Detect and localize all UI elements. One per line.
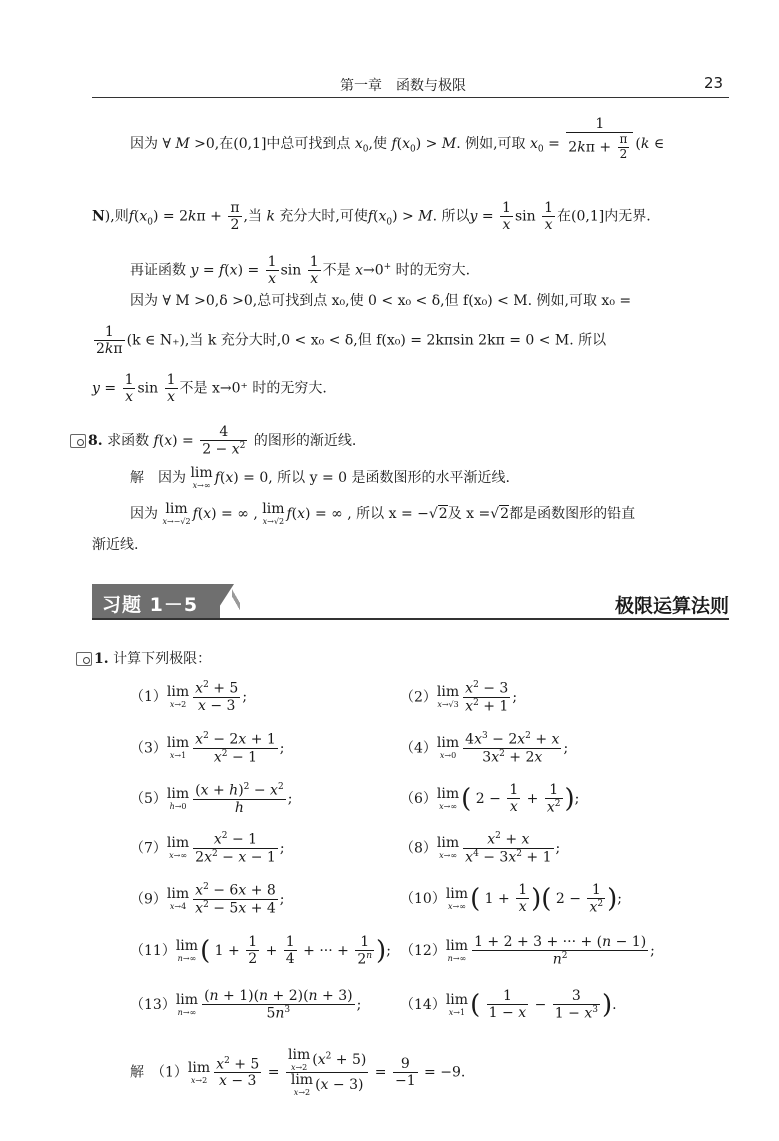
question-1: 1. 计算下列极限： bbox=[76, 652, 211, 666]
solution-line-1: 解 因为 lim x→∞ f(x) = 0, 所以 y = 0 是函数图形的水平渐近线. bbox=[130, 465, 510, 490]
exercise-icon bbox=[76, 652, 92, 666]
header-rule bbox=[92, 97, 729, 98]
problem-14: （14） lim x→1 ( $\frac{1}{1 - x}$ − $\frac{3}{1 - x^3}$ ). bbox=[400, 988, 617, 1022]
problem-10: （10） lim x→∞ ( 1 + $\frac{1}{x}$ )( 2 − $\frac{1}{x^2}$ ); bbox=[400, 882, 622, 916]
problem-9: （9） lim x→4 $\frac{x^2 - 6x + 8}{x^2 - 5x + 4}$ ; bbox=[130, 882, 285, 917]
section-banner bbox=[92, 584, 729, 620]
problem-5: （5） lim h→0 $\frac{(x + h)^2 - x^2}{h}$ ; bbox=[130, 782, 293, 816]
problem-12: （12） lim n→∞ $\frac{1 + 2 + 3 + \cdot\cdot\cdot + (n - 1)}{n^2}$ ; bbox=[400, 934, 655, 968]
exercise-set-label: 习题 1－5 bbox=[102, 594, 199, 616]
answer-1: 解 （1） lim x→2 $\frac{x^2 + 5}{x - 3}$ = lim x→2 $(x^2 + 5)$ lim x→2 (x − 3) = $\frac{9}{-1}$ = −9. bbox=[130, 1047, 466, 1097]
running-header-title: 第一章 函数与极限 bbox=[340, 78, 466, 94]
page-number: 23 bbox=[704, 74, 724, 92]
solution-line-3: 渐近线. bbox=[92, 537, 139, 553]
problem-2: （2） lim x→√3 $\frac{x^2 - 3}{x^2 + 1}$ ; bbox=[400, 680, 518, 715]
question-8: 8. 求函数 f(x) = $\frac{4}{2 - x^2}$ 的图形的渐近线. bbox=[70, 424, 356, 458]
solution-line-2: 因为 lim x→−√2 f(x) = ∞ , lim x→√2 f(x) = ∞ , 所以 x = −√2及 x =√2都是函数图形的铅直 bbox=[130, 501, 636, 526]
text-line-3: 再证函数 y = f(x) = $\frac{1}{x}$ sin $\frac{1}{x}$ 不是 x→0+ 时的无穷大. bbox=[130, 254, 471, 288]
problem-8: （8） lim x→∞ $\frac{x^2 + x}{x^4 - 3x^2 + 1}$ ; bbox=[400, 831, 561, 866]
problem-11: （11） lim n→∞ ( 1 + $\frac{1}{2}$ + $\frac{1}{4}$ + ··· + $\frac{1}{2^n}$ ); bbox=[130, 934, 391, 968]
problem-7: （7） lim x→∞ $\frac{x^2 - 1}{2x^2 - x - 1}$ ; bbox=[130, 831, 285, 866]
text-line-5: $\frac{1}{2k\pi}$ (k ∈ N₊),当 k 充分大时,0 < x₀ < δ,但 f(x₀) = 2kπsin 2kπ = 0 < M. 所以 bbox=[96, 324, 607, 358]
text-line-4: 因为 ∀ M >0,δ >0,总可找到点 x₀,使 0 < x₀ < δ,但 f(x₀) < M. 例如,可取 x₀ = bbox=[130, 293, 632, 309]
section-title: 极限运算法则 bbox=[614, 595, 729, 617]
problem-3: （3） lim x→1 $\frac{x^2 - 2x + 1}{x^2 - 1}$ ; bbox=[130, 731, 285, 766]
problem-6: （6） lim x→∞ ( 2 − $\frac{1}{x}$ + $\frac{1}{x^2}$ ); bbox=[400, 782, 580, 816]
problem-13: （13） lim n→∞ $\frac{(n + 1)(n + 2)(n + 3)}{5n^3}$ ; bbox=[130, 988, 362, 1022]
text-line-1: 因为 ∀ M >0,在(0,1]中总可找到点 $x_0$,使 $f(x_0) > M$. 例如,可取 $x_0$ = 1 2kπ + $\frac{\pi}{2}$ (k ∈ bbox=[130, 116, 665, 161]
problem-1: （1） lim x→2 $\frac{x^2 + 5}{x - 3}$ ; bbox=[130, 680, 248, 714]
problem-4: （4） lim x→0 $\frac{4x^3 - 2x^2 + x}{3x^2 + 2x}$ ; bbox=[400, 731, 569, 766]
text-line-2: N),则$f(x_0) = 2k\pi$ + $\frac{\pi}{2}$ ,当 k 充分大时,可使$f(x_0) > M$. 所以y = $\frac{1}{x}$ sin $\frac{1}{x}$ 在(0,1]内无界. bbox=[92, 200, 651, 234]
text-line-6: y = $\frac{1}{x}$ sin $\frac{1}{x}$ 不是 x→0⁺ 时的无穷大. bbox=[92, 372, 327, 406]
exercise-icon bbox=[70, 434, 86, 448]
